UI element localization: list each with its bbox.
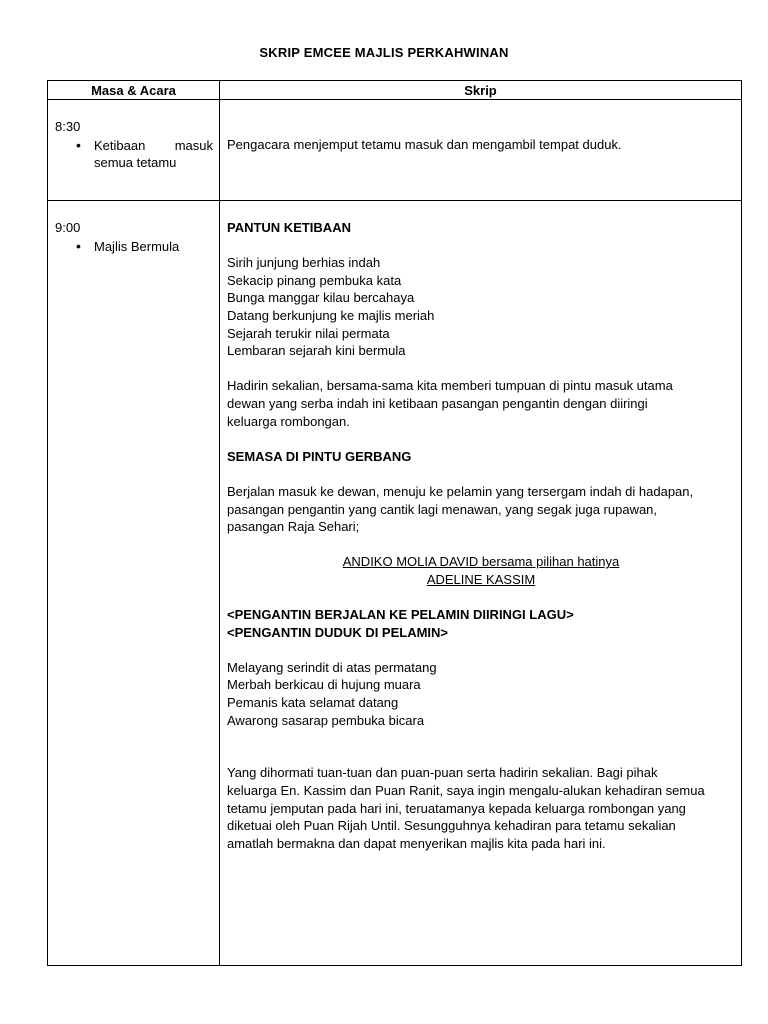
row2-time-cell bbox=[48, 201, 220, 966]
paragraph-line: keluarga rombongan. bbox=[227, 413, 350, 429]
document-title: SKRIP EMCEE MAJLIS PERKAHWINAN bbox=[259, 45, 509, 60]
paragraph-hadirin bbox=[227, 377, 735, 430]
heading-pantun-ketibaan: PANTUN KETIBAAN bbox=[227, 220, 351, 235]
pantun-line: Sirih junjung berhias indah bbox=[227, 255, 381, 271]
pantun-ketibaan bbox=[227, 254, 735, 360]
row1-event-list bbox=[48, 137, 219, 171]
paragraph-alu-aluan bbox=[227, 764, 735, 852]
paragraph-berjalan bbox=[227, 483, 735, 536]
table-header-row bbox=[48, 81, 742, 100]
pantun-line: Melayang serindit di atas permatang bbox=[227, 659, 437, 675]
paragraph-line: Hadirin sekalian, bersama-sama kita memberi tumpuan di pintu masuk utama bbox=[227, 378, 673, 394]
paragraph-line: Berjalan masuk ke dewan, menuju ke pelamin yang tersergam indah di hadapan, bbox=[227, 483, 694, 499]
paragraph-line: tetamu jemputan pada hari ini, teruatamanya kepada keluarga rombongan yang bbox=[227, 800, 686, 816]
paragraph-line: keluarga En. Kassim dan Puan Ranit, saya ingin mengalu-alukan kehadiran semua bbox=[227, 783, 705, 798]
pantun-line: Pemanis kata selamat datang bbox=[227, 695, 399, 711]
paragraph-line: dewan yang serba indah ini ketibaan pasangan pengantin dengan diiringi bbox=[227, 395, 648, 411]
row2-script-cell bbox=[220, 201, 742, 966]
row2-time: 9:00 bbox=[55, 220, 81, 235]
paragraph-line: Yang dihormati tuan-tuan dan puan-puan serta hadirin sekalian. Bagi pihak bbox=[227, 765, 658, 781]
header-skrip: Skrip bbox=[220, 81, 742, 100]
row1-time-cell bbox=[48, 100, 220, 201]
heading-pintu-gerbang: SEMASA DI PINTU GERBANG bbox=[227, 448, 412, 464]
row1-script: Pengacara menjemput tetamu masuk dan mengambil tempat duduk. bbox=[227, 137, 622, 152]
pantun-line: Sejarah terukir nilai permata bbox=[227, 325, 390, 341]
list-item bbox=[48, 137, 219, 171]
row1-time: 8:30 bbox=[55, 119, 81, 134]
pantun-selamat-datang bbox=[227, 659, 735, 729]
stage-direction-seated: <PENGANTIN DUDUK DI PELAMIN> bbox=[227, 624, 449, 640]
header-masa-acara: Masa & Acara bbox=[48, 81, 220, 100]
row2-script bbox=[220, 201, 741, 852]
pantun-line: Bunga manggar kilau bercahaya bbox=[227, 290, 415, 306]
pantun-line: Merbah berkicau di hujung muara bbox=[227, 677, 421, 693]
row1-event-line1: • Ketibaan masuk bbox=[94, 138, 213, 153]
stage-direction-walk: <PENGANTIN BERJALAN KE PELAMIN DIIRINGI LAGU> bbox=[227, 607, 574, 623]
paragraph-line: amatlah bermakna dan dapat menyerikan majlis kita pada hari ini. bbox=[227, 835, 606, 851]
pantun-line: Awarong sasarap pembuka bicara bbox=[227, 712, 425, 728]
pantun-line: Lembaran sejarah kini bermula bbox=[227, 343, 406, 359]
pantun-line: Datang berkunjung ke majlis meriah bbox=[227, 307, 435, 323]
couple-name-line2: ADELINE KASSIM bbox=[426, 571, 536, 587]
paragraph-line: pasangan pengantin yang cantik lagi menawan, yang segak juga rupawan, bbox=[227, 501, 658, 517]
script-table bbox=[47, 80, 742, 966]
couple-name-line1: ANDIKO MOLIA DAVID bersama pilihan hatinya bbox=[342, 554, 620, 570]
paragraph-line: diketuai oleh Puan Rijah Until. Sesungguhnya kehadiran para tetamu sekalian bbox=[227, 818, 676, 834]
table-row bbox=[48, 100, 742, 201]
paragraph-line: pasangan Raja Sehari; bbox=[227, 519, 360, 535]
table-row bbox=[48, 201, 742, 966]
row1-script-cell bbox=[220, 100, 742, 201]
row1-event-line2: semua tetamu bbox=[94, 155, 177, 170]
pantun-line: Sekacip pinang pembuka kata bbox=[227, 272, 402, 288]
list-item: • Majlis Bermula bbox=[48, 238, 219, 255]
row2-event-list bbox=[48, 238, 219, 255]
